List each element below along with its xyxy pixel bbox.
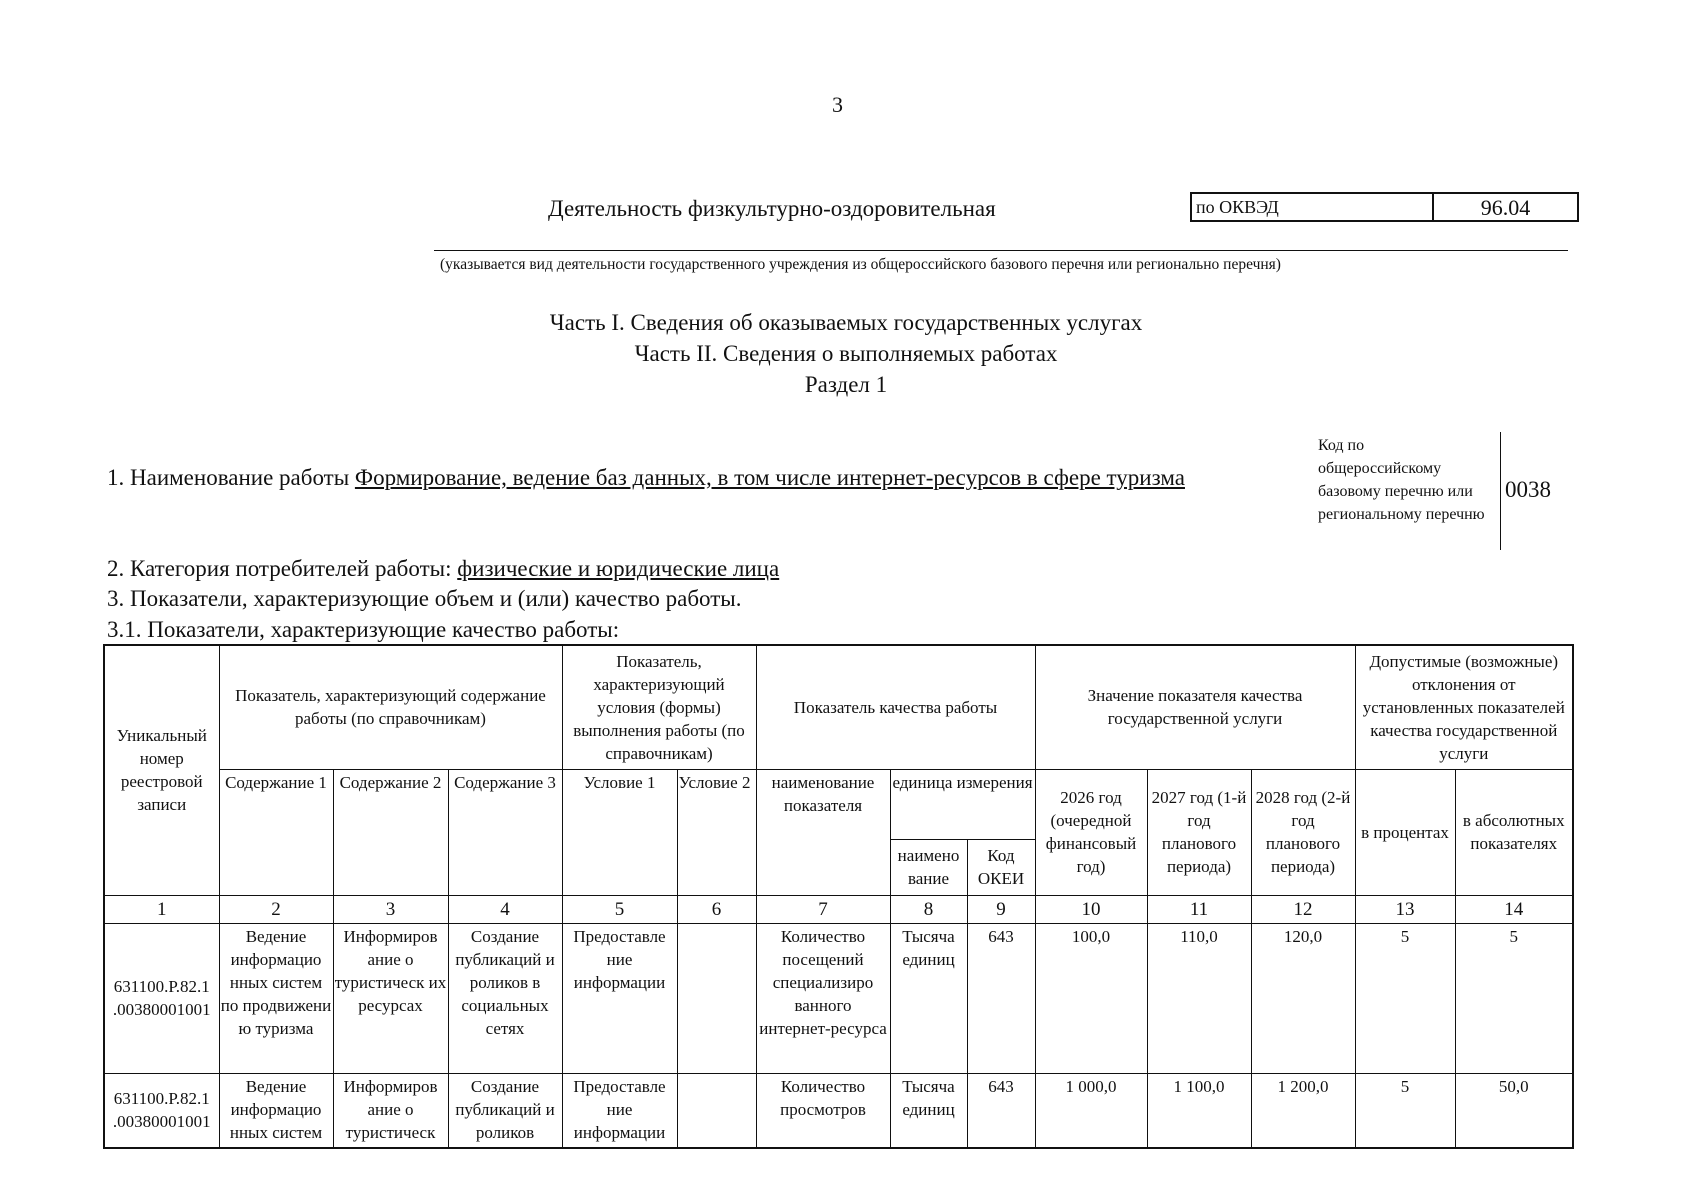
header-percent: в процентах [1355,769,1455,895]
value-2026-cell: 1 000,0 [1035,1073,1147,1148]
unit-name-cell: Тысяча единиц [890,923,967,1073]
table-row [104,923,1573,1073]
header-conditions-group: Показатель, характеризующий условия (формы) выполнения работы (по справочникам) [562,645,756,769]
header-unique-number: Уникальный номер реестровой записи [104,645,219,895]
column-number: 1 [104,895,219,923]
code-value: 0038 [1505,477,1551,502]
work-name [107,462,1277,494]
content1-cell: Ведение информацио нных систем [219,1073,333,1148]
column-number-row [104,895,1573,923]
part2-heading: Часть II. Сведения о выполняемых работах [634,341,1058,366]
column-number: 3 [333,895,448,923]
condition1-cell: Предоставле ние информации [562,1073,677,1148]
value-2026-cell: 100,0 [1035,923,1147,1073]
header-row-1 [104,645,1573,769]
header-quality-group: Показатель качества работы [756,645,1035,769]
consumer-category [107,556,779,582]
okved-box [1190,192,1579,222]
value-2027-cell: 110,0 [1147,923,1251,1073]
header-row-2 [104,769,1573,839]
okei-cell: 643 [967,923,1035,1073]
condition2-cell [677,923,756,1073]
work-name-prefix: 1. Наименование работы [107,465,350,490]
registry-number: 631100.Р.82.1 .00380001001 [104,923,219,1073]
okved-code: 96.04 [1480,195,1531,220]
percent-cell: 5 [1355,1073,1455,1148]
header-content-group: Показатель, характеризующий содержание работы (по справочникам) [219,645,562,769]
unit-name-cell: Тысяча единиц [890,1073,967,1148]
value-2028-cell: 120,0 [1251,923,1355,1073]
table-row [104,1073,1573,1148]
header-deviation-group: Допустимые (возможные) отклонения от установленных показателей качества государственной услуги [1355,645,1573,769]
activity-name: Деятельность физкультурно-оздоровительная [548,196,996,221]
quality-indicators-heading: 3.1. Показатели, характеризующие качество работы: [107,617,620,642]
column-number: 4 [448,895,562,923]
header-value-group: Значение показателя качества государственной услуги [1035,645,1355,769]
value-2028-cell: 1 200,0 [1251,1073,1355,1148]
page-number: 3 [832,92,843,117]
content3-cell: Создание публикаций и роликов в социальных сетях [448,923,562,1073]
quality-table-wrapper [103,644,1574,1149]
header-absolute: в абсолютных показателях [1455,769,1573,895]
header-condition1: Условие 1 [562,769,677,895]
registry-number: 631100.Р.82.1 .00380001001 [104,1073,219,1148]
percent-cell: 5 [1355,923,1455,1073]
code-divider [1500,432,1501,550]
header-year-2028: 2028 год (2-й год планового периода) [1251,769,1355,895]
consumer-category-value: физические и юридические лица [457,556,780,581]
quality-table [103,644,1574,1149]
section-heading: Раздел 1 [804,372,888,397]
column-number: 7 [756,895,890,923]
indicator-cell: Количество посещений специализиро ванного интернет-ресурса [756,923,890,1073]
column-number: 10 [1035,895,1147,923]
condition1-cell: Предоставле ние информации [562,923,677,1073]
column-number: 11 [1147,895,1251,923]
column-number: 12 [1251,895,1355,923]
part1-heading: Часть I. Сведения об оказываемых государственных услугах [549,310,1143,335]
column-number: 8 [890,895,967,923]
column-number: 2 [219,895,333,923]
content2-cell: Информиров ание о туристическ их ресурсах [333,923,448,1073]
header-year-2027: 2027 год (1-й год планового периода) [1147,769,1251,895]
content1-cell: Ведение информацио нных систем по продвижени ю туризма [219,923,333,1073]
header-unit: единица измерения [890,769,1035,839]
column-number: 14 [1455,895,1573,923]
consumer-category-prefix: 2. Категория потребителей работы: [107,556,452,581]
code-label: Код по общероссийскому базовому перечню или региональному перечню [1318,437,1485,523]
column-number: 9 [967,895,1035,923]
okved-label: по ОКВЭД [1192,194,1434,220]
absolute-cell: 50,0 [1455,1073,1573,1148]
header-content1: Содержание 1 [219,769,333,895]
header-unit-name: наимено вание [890,839,967,895]
column-number: 5 [562,895,677,923]
column-number: 13 [1355,895,1455,923]
column-number: 6 [677,895,756,923]
absolute-cell: 5 [1455,923,1573,1073]
work-name-value: Формирование, ведение баз данных, в том числе интернет-ресурсов в сфере туризма [354,465,1185,490]
activity-hint: (указывается вид деятельности государственного учреждения из общероссийского базового перечня или регионально перечня) [440,256,1281,273]
header-condition2: Условие 2 [677,769,756,895]
header-okei-code: Код ОКЕИ [967,839,1035,895]
header-indicator-name: наименование показателя [756,769,890,895]
content2-cell: Информиров ание о туристическ [333,1073,448,1148]
activity-underline [434,250,1568,251]
header-content3: Содержание 3 [448,769,562,895]
indicator-cell: Количество просмотров [756,1073,890,1148]
content3-cell: Создание публикаций и роликов [448,1073,562,1148]
okei-cell: 643 [967,1073,1035,1148]
value-2027-cell: 1 100,0 [1147,1073,1251,1148]
header-year-2026: 2026 год (очередной финансовый год) [1035,769,1147,895]
header-content2: Содержание 2 [333,769,448,895]
condition2-cell [677,1073,756,1148]
indicators-heading: 3. Показатели, характеризующие объем и (или) качество работы. [107,586,742,611]
